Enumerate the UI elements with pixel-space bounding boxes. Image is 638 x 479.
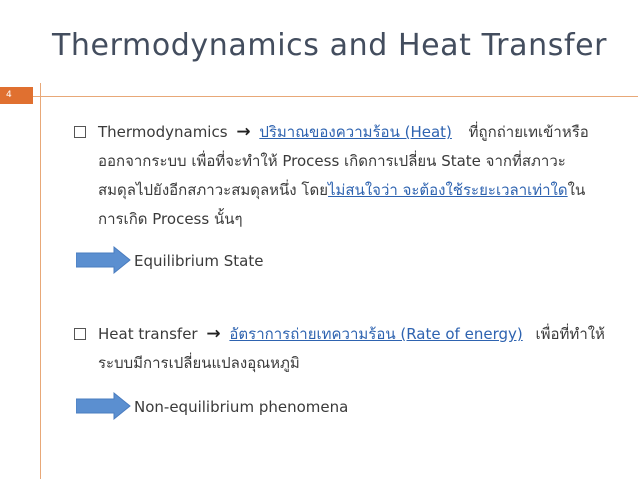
slide-title: Thermodynamics and Heat Transfer xyxy=(52,28,608,63)
vertical-divider xyxy=(40,83,41,479)
block-arrow-icon xyxy=(76,391,132,421)
thermo-term: Thermodynamics xyxy=(98,123,228,141)
rate-highlight: อัตราการถ่ายเทความร้อน (Rate of energy) xyxy=(229,325,523,343)
right-arrow-icon: → xyxy=(206,324,221,344)
page-number-badge: 4 xyxy=(0,87,33,104)
bullet-square-icon xyxy=(74,126,86,138)
equilibrium-label: Equilibrium State xyxy=(134,252,264,270)
bullet1-text1: ที่ถูกถ่ายเทเข้าหรือ xyxy=(468,123,589,141)
bullet1-line3 xyxy=(98,180,585,200)
bullet2-line2: ระบบมีการเปลี่ยนแปลงอุณหภูมิ xyxy=(98,354,300,372)
bullet-square-icon xyxy=(74,328,86,340)
heat-highlight: ปริมาณของความร้อน (Heat) xyxy=(259,123,452,141)
bullet2-line1 xyxy=(98,324,605,344)
right-arrow-icon: → xyxy=(236,122,251,142)
horizontal-divider xyxy=(0,96,638,97)
non-equilibrium-label: Non-equilibrium phenomena xyxy=(134,398,349,416)
block-arrow-icon xyxy=(76,245,132,275)
bullet1-line2: ออกจากระบบ เพื่อที่จะทำให้ Process เกิดการเปลี่ยน State จากที่สภาวะ xyxy=(98,152,566,170)
bullet2-text1: เพื่อที่ทำให้ xyxy=(535,325,605,343)
bullet1-line1 xyxy=(98,122,589,142)
bullet1-line3-post: ใน xyxy=(567,181,586,199)
time-highlight: ไม่สนใจว่า จะต้องใช้ระยะเวลาเท่าใด xyxy=(328,181,568,199)
bullet1-line3-pre: สมดุลไปยังอีกสภาวะสมดุลหนึ่ง โดย xyxy=(98,181,328,199)
bullet1-line4: การเกิด Process นั้นๆ xyxy=(98,210,243,228)
heat-transfer-term: Heat transfer xyxy=(98,325,198,343)
